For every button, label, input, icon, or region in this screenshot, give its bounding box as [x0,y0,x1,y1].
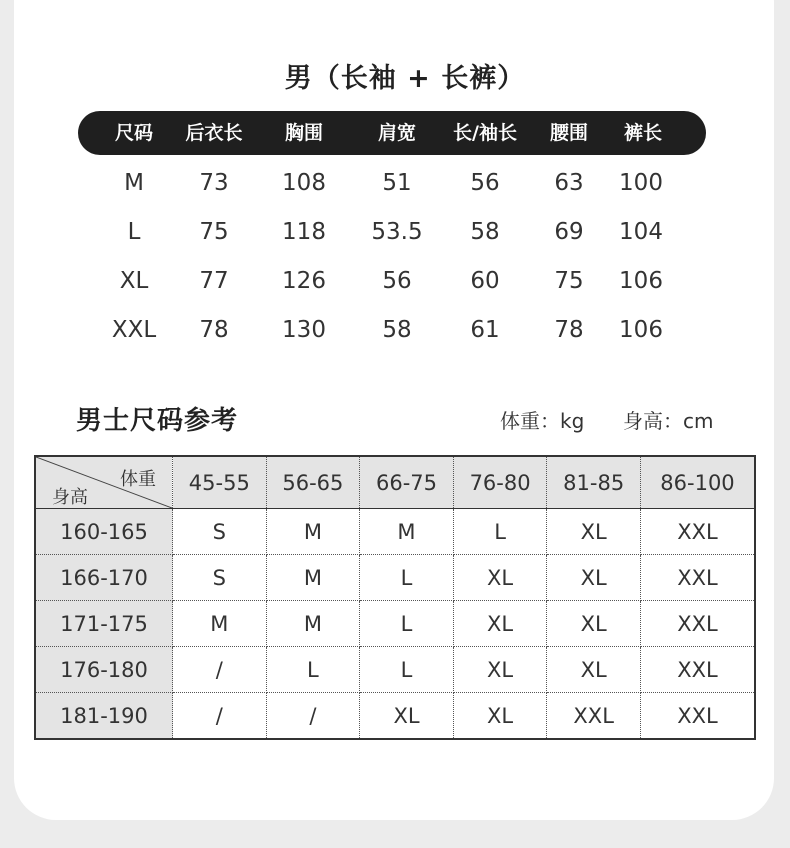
size-cell: 130 [282,317,326,343]
size-cell: XXL [640,647,755,693]
table-row [35,647,755,693]
corner-weight-label: 体重 [120,469,156,490]
size-cell: 73 [199,170,229,196]
header-pants-length: 裤长 [623,122,663,144]
size-cell: 53.5 [371,219,423,245]
reference-title: 男士尺码参考 [76,406,239,436]
size-cell: L [360,601,454,647]
size-cell: 58 [470,219,500,245]
size-cell: XL [360,693,454,740]
table-row [35,693,755,740]
size-cell: L [453,509,547,555]
size-cell: XL [453,693,547,740]
weight-range-header: 81-85 [547,456,641,509]
size-cell: 61 [470,317,500,343]
size-cell: M [173,601,267,647]
size-cell: 75 [554,268,584,294]
size-cell: XL [547,647,641,693]
size-cell: XXL [640,555,755,601]
size-cell: XL [453,601,547,647]
size-cell: XXL [547,693,641,740]
size-cell: XXL [111,317,157,343]
size-cell: / [173,693,267,740]
size-cell: 75 [199,219,229,245]
size-cell: 108 [282,170,326,196]
size-cell: M [266,601,360,647]
weight-range-header: 45-55 [173,456,267,509]
height-range-cell: 176-180 [35,647,173,693]
size-cell: XL [119,268,149,294]
size-cell: M [266,555,360,601]
size-cell: / [266,693,360,740]
weight-range-header: 56-65 [266,456,360,509]
size-cell: 60 [470,268,500,294]
size-cell: 106 [619,268,663,294]
table-row [35,555,755,601]
header-waist: 腰围 [549,122,589,144]
size-cell: / [173,647,267,693]
size-cell: 126 [282,268,326,294]
size-chart-title: 男（长袖 + 长裤） [284,63,526,94]
size-cell: XXL [640,509,755,555]
size-cell: XL [547,555,641,601]
size-cell: 106 [619,317,663,343]
header-chest: 胸围 [284,122,324,144]
height-range-cell: 166-170 [35,555,173,601]
height-range-cell: 181-190 [35,693,173,740]
corner-height-label: 身高 [52,487,88,508]
weight-range-header: 66-75 [360,456,454,509]
size-cell: S [173,509,267,555]
corner-cell [35,456,173,509]
table-row [35,601,755,647]
size-cell: L [127,219,141,245]
size-cell: 77 [199,268,229,294]
size-chart-header [78,111,706,155]
size-cell: M [124,170,144,196]
size-cell: 51 [382,170,412,196]
size-cell: L [360,647,454,693]
size-cell: 100 [619,170,663,196]
reference-table [34,455,756,740]
size-cell: 63 [554,170,584,196]
size-cell: 118 [282,219,326,245]
height-range-cell: 160-165 [35,509,173,555]
size-cell: XXL [640,601,755,647]
size-cell: 69 [554,219,584,245]
size-cell: M [266,509,360,555]
weight-range-header: 76-80 [453,456,547,509]
size-cell: XXL [640,693,755,740]
size-cell: M [360,509,454,555]
size-cell: 58 [382,317,412,343]
header-size: 尺码 [114,122,154,144]
size-cell: 78 [199,317,229,343]
header-back-length: 后衣长 [185,122,243,144]
size-cell: 56 [470,170,500,196]
height-unit-label: 身高：cm [623,409,714,433]
size-cell: L [266,647,360,693]
height-range-cell: 171-175 [35,601,173,647]
table-row [35,509,755,555]
size-cell: XL [453,647,547,693]
size-cell: XL [453,555,547,601]
weight-unit-label: 体重：kg [500,409,585,433]
size-cell: 104 [619,219,663,245]
size-cell: XL [547,509,641,555]
header-shoulder: 肩宽 [377,122,417,144]
header-sleeve-length: 长/袖长 [453,122,517,144]
weight-range-header: 86-100 [640,456,755,509]
size-cell: 56 [382,268,412,294]
reference-header-row [35,456,755,509]
size-cell: 78 [554,317,584,343]
size-cell: XL [547,601,641,647]
size-cell: S [173,555,267,601]
size-cell: L [360,555,454,601]
